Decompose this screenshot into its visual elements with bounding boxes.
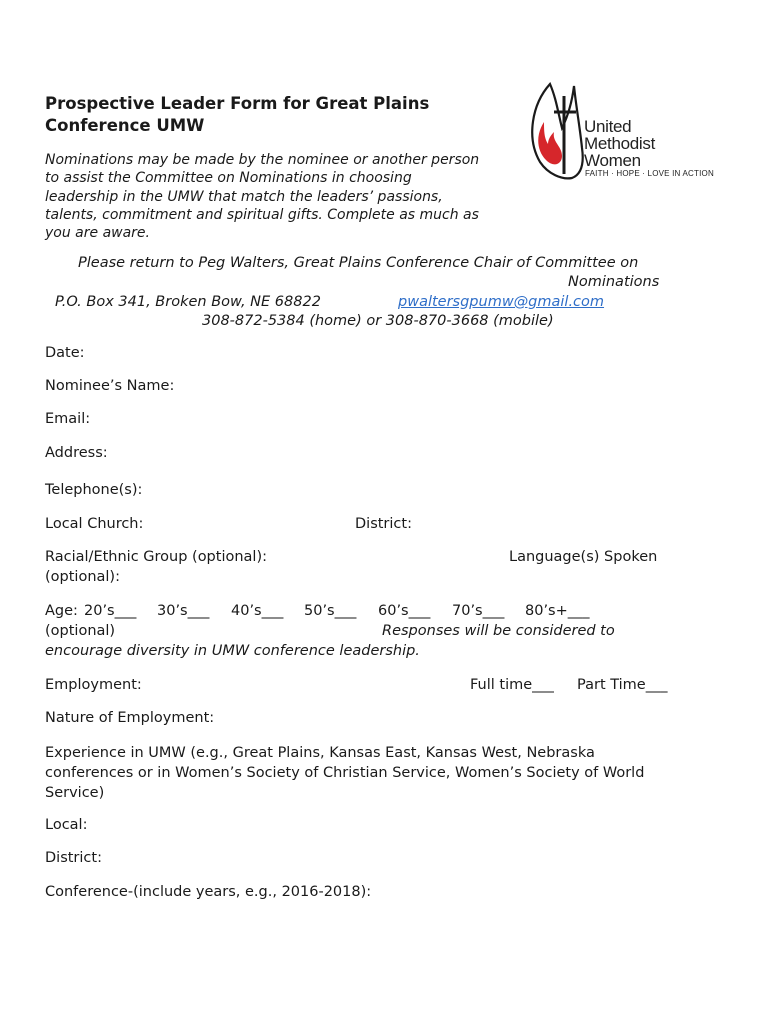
experience-line: conferences or in Women’s Society of Christian Service, Women’s Society of World — [45, 765, 645, 781]
district-label: District: — [355, 516, 412, 532]
district-experience-label: District: — [45, 850, 102, 866]
date-label: Date: — [45, 345, 85, 361]
logo-tagline: FAITH · HOPE · LOVE IN ACTION — [585, 169, 714, 178]
nominee-name-label: Nominee’s Name: — [45, 378, 175, 394]
intro-line: you are aware. — [45, 225, 150, 242]
logo-line-1: United — [584, 117, 632, 136]
experience-line: Service) — [45, 785, 105, 801]
return-line-2: Nominations — [568, 274, 660, 290]
age-option-30s[interactable]: 30’s___ — [157, 603, 210, 619]
intro-paragraph — [45, 151, 479, 242]
page-title — [45, 93, 429, 137]
employment-label: Employment: — [45, 677, 142, 693]
mailing-address: P.O. Box 341, Broken Bow, NE 68822 — [55, 294, 321, 310]
experience-line: Experience in UMW (e.g., Great Plains, Kansas East, Kansas West, Nebraska — [45, 745, 595, 761]
intro-line: talents, commitment and spiritual gifts. Complete as much as — [45, 206, 479, 223]
age-option-60s[interactable]: 60’s___ — [378, 603, 431, 619]
nature-of-employment-label: Nature of Employment: — [45, 710, 215, 726]
part-time-option[interactable]: Part Time___ — [577, 677, 668, 693]
age-option-40s[interactable]: 40’s___ — [231, 603, 284, 619]
email-link[interactable]: pwaltersgpumw@gmail.com — [398, 294, 605, 310]
return-line: Please return to Peg Walters, Great Plains Conference Chair of Committee on — [78, 255, 639, 271]
racial-ethnic-label: Racial/Ethnic Group (optional): — [45, 549, 267, 565]
age-option-50s[interactable]: 50’s___ — [304, 603, 357, 619]
email-label: Email: — [45, 411, 91, 427]
intro-line: to assist the Committee on Nominations in choosing — [45, 170, 412, 187]
age-option-70s[interactable]: 70’s___ — [452, 603, 505, 619]
telephone-label: Telephone(s): — [45, 482, 143, 498]
optional-label: (optional): — [45, 569, 120, 585]
age-label: Age: — [45, 603, 78, 619]
title-line-2: Conference UMW — [45, 116, 205, 135]
diversity-note-2: encourage diversity in UMW conference leadership. — [45, 643, 420, 659]
umw-logo — [528, 76, 728, 186]
local-church-label: Local Church: — [45, 516, 144, 532]
flame-cross-icon — [528, 76, 588, 186]
full-time-option[interactable]: Full time___ — [470, 677, 554, 693]
title-line-1: Prospective Leader Form for Great Plains — [45, 94, 430, 113]
intro-line: leadership in the UMW that match the leaders’ passions, — [45, 188, 443, 205]
age-option-20s[interactable]: 20’s___ — [84, 603, 137, 619]
language-label: Language(s) Spoken — [509, 549, 658, 565]
diversity-note: Responses will be considered to — [382, 623, 615, 639]
phone-numbers: 308-872-5384 (home) or 308-870-3668 (mobile) — [202, 313, 554, 329]
experience-paragraph — [45, 743, 644, 803]
address-label: Address: — [45, 445, 108, 461]
age-option-80s[interactable]: 80’s+___ — [525, 603, 590, 619]
conference-label: Conference-(include years, e.g., 2016-2018): — [45, 884, 372, 900]
age-optional-label: (optional) — [45, 623, 116, 639]
logo-line-3: Women — [584, 151, 641, 170]
intro-line: Nominations may be made by the nominee or another person — [45, 152, 480, 168]
local-label: Local: — [45, 817, 88, 833]
logo-line-2: Methodist — [584, 134, 656, 153]
